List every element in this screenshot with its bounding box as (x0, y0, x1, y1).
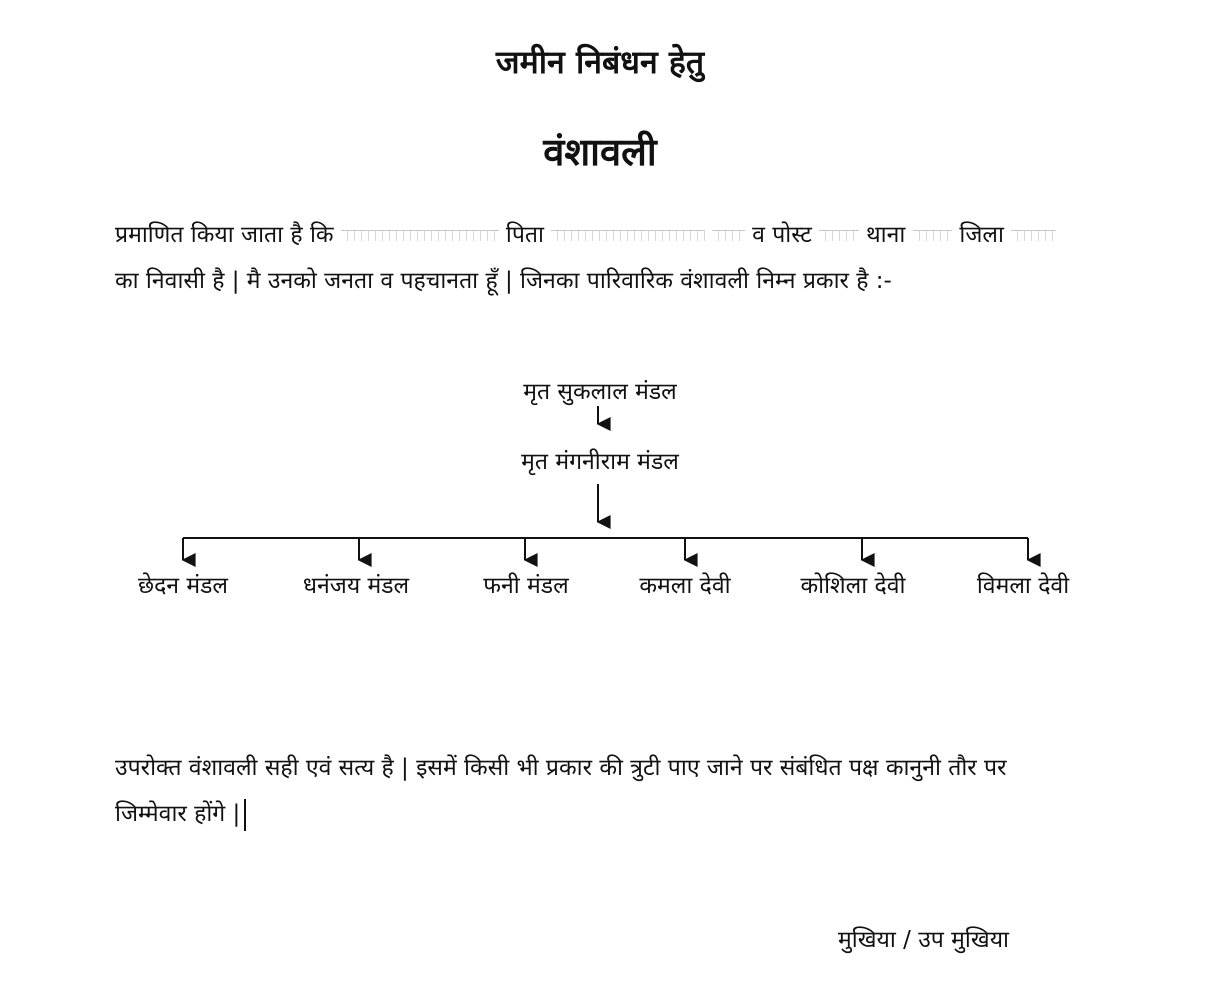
tree-node-grandchild: फनी मंडल (483, 573, 569, 599)
certificate-prefix: प्रमाणित किया जाता है कि (115, 222, 341, 248)
tree-node-grandchild: कोशिला देवी (800, 573, 906, 599)
document-title: जमीन निबंधन हेतु (495, 43, 705, 81)
tree-node-grandchild: छेदन मंडल (137, 573, 229, 599)
document-subtitle: वंशावली (543, 130, 657, 174)
post-label: व पोस्ट (744, 222, 820, 248)
certificate-ending: का निवासी है | मै उनको जनता व पहचानता हूँ | जिनका पारिवारिक वंशावली निम्न प्रकार है :- (115, 268, 892, 294)
tree-node-grandchild: धनंजय मंडल (302, 573, 410, 599)
district-label: जिला (952, 222, 1012, 248)
signature-line: मुखिया / उप मुखिया (838, 927, 1009, 953)
certificate-mid: पिता (498, 222, 552, 248)
tree-node-grandchild: विमला देवी (976, 573, 1070, 599)
declaration-text: उपरोक्त वंशावली सही एवं सत्य है | इसमें किसी भी प्रकार की त्रुटी पाए जाने पर संबंधित पक्ष कानुनी तौर पर जिम्मेवार होंगे | (115, 755, 1007, 827)
tree-node-grandchild: कमला देवी (639, 573, 731, 599)
thana-label: थाना (858, 222, 913, 248)
tree-node-root: मृत सुकलाल मंडल (523, 379, 677, 405)
text-cursor (244, 799, 246, 831)
tree-node-child: मृत मंगनीराम मंडल (521, 449, 679, 475)
declaration-paragraph (115, 745, 1085, 837)
